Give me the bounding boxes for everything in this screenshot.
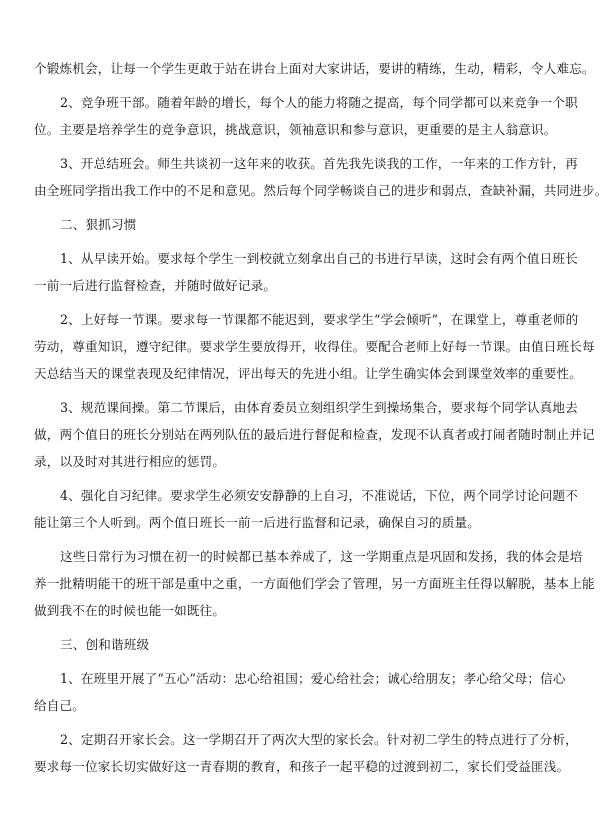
- text-line: 2、定期召开家长会。这一学期召开了两次大型的家长会。针对初二学生的特点进行了分析，: [60, 732, 578, 747]
- text-line: 给自己。: [34, 698, 85, 713]
- text-line: 养一批精明能干的班干部是重中之重，一方面他们学会了管理，另一方面班主任得以解脱，基本上能: [34, 576, 595, 591]
- text-line: 4、强化自习纪律。要求学生必须安安静静的上自习，不准说话，下位，两个同学讨论问题不: [60, 488, 578, 503]
- text-line: 天总结当天的课堂表现及纪律情况，评出每天的先进小组。让学生确实体会到课堂效率的重要性。: [34, 366, 582, 381]
- text-line: 3、开总结班会。师生共谈初一这年来的收获。首先我先谈我的工作，一年来的工作方针，再: [60, 156, 578, 171]
- text-line: 2、上好每一节课。要求每一节课都不能迟到，要求学生“学会倾听”，在课堂上，尊重老师的: [60, 312, 579, 327]
- text-line: 位。主要是培养学生的竞争意识，挑战意识，领袖意识和参与意识，更重要的是主人翁意识。: [34, 122, 557, 137]
- text-line: 3、规范课间操。第二节课后，由体育委员立刻组织学生到操场集合，要求每个同学认真地去: [60, 400, 578, 415]
- text-line: 劳动，尊重知识，遵守纪律。要求学生要放得开，收得住。要配合老师上好每一节课。由值日班长每: [34, 339, 595, 354]
- text-line: 一前一后进行监督检查，并随时做好记录。: [34, 278, 277, 293]
- text-line: 1、从早读开始。要求每个学生一到校就立刻拿出自己的书进行早读，这时会有两个值日班长: [60, 251, 578, 266]
- text-line: 个锻炼机会，让每一个学生更敢于站在讲台上面对大家讲话，要讲的精练，生动，精彩，令人难忘。: [34, 61, 595, 76]
- text-line: 录，以及时对其进行相应的惩罚。: [34, 454, 226, 469]
- text-line: 2、竞争班干部。随着年龄的增长，每个人的能力将随之提高，每个同学都可以来竞争一个职: [60, 95, 578, 110]
- text-line: 做到我不在的时候也能一如既往。: [34, 603, 226, 618]
- section-heading: 三、创和谐班级: [60, 637, 150, 652]
- text-line: 这些日常行为习惯在初一的时候都已基本养成了，这一学期重点是巩固和发扬，我的体会是培: [60, 549, 583, 564]
- text-line: 能让第三个人听到。两个值日班长一前一后进行监督和记录，确保自习的质量。: [34, 515, 481, 530]
- text-line: 要求每一位家长切实做好这一青春期的教育，和孩子一起平稳的过渡到初二，家长们受益匪浅。: [34, 759, 570, 774]
- section-heading: 二、狠抓习惯: [60, 217, 137, 232]
- text-line: 做，两个值日的班长分别站在两列队伍的最后进行督促和检查，发现不认真者或打闹者随时制止并记: [34, 427, 595, 442]
- text-line: 由全班同学指出我工作中的不足和意见。然后每个同学畅谈自己的进步和弱点，查缺补漏，共同进步。: [34, 183, 607, 198]
- text-line: 1、在班里开展了“五心”活动：忠心给祖国；爱心给社会；诚心给朋友；孝心给父母；信心: [60, 671, 566, 686]
